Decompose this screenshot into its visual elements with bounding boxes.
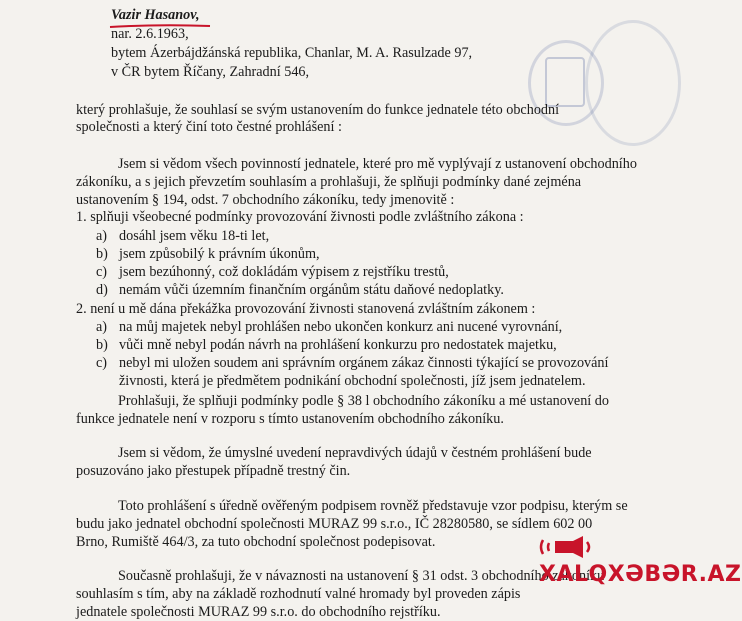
list1-marker-a: a) (96, 228, 108, 244)
list2-marker-a: a) (96, 319, 108, 335)
broadcast-logo-icon (537, 532, 597, 562)
list2-heading: 2. není u mě dána překážka provozování živnosti stanovená zvláštním zákonem : (76, 301, 536, 317)
list2-marker-c: c) (96, 355, 108, 371)
birth-date: nar. 2.6.1963, (111, 26, 189, 42)
awareness-line-2: posuzováno jako přestupek případně trestný čin. (76, 463, 351, 479)
signature-line-2: budu jako jednatel obchodní společnosti MURAZ 99 s.r.o., IČ 28280580, se sídlem 602 00 (76, 516, 593, 532)
list1-marker-b: b) (96, 246, 108, 262)
declaration-intro-line-1: který prohlašuje, že souhlasí se svým ustanovením do funkce jednatele této obchodní (76, 102, 560, 118)
list1-marker-d: d) (96, 282, 108, 298)
list1-item-b: jsem způsobilý k právním úkonům, (119, 246, 320, 262)
site-watermark (537, 532, 742, 600)
list2-item-b: vůči mně nebyl podán návrh na prohlášení konkurzu pro nedostatek majetku, (119, 337, 557, 353)
watermark-text: XALQXƏBƏR.AZ (539, 562, 742, 587)
duties-line-2: zákoníku, a s jejich převzetím souhlasím a prohlašuji, že splňuji podmínky dané zejména (76, 174, 582, 190)
list2-marker-b: b) (96, 337, 108, 353)
list2-item-c: nebyl mi uložen soudem ani správním orgánem zákaz činnosti týkající se provozování (119, 355, 609, 371)
list1-marker-c: c) (96, 264, 108, 280)
signature-line-3: Brno, Rumiště 464/3, za tuto obchodní společnost podepisovat. (76, 534, 436, 550)
list1-item-c: jsem bezúhonný, což dokládám výpisem z rejstříku trestů, (119, 264, 449, 280)
address-line-1: bytem Ázerbájdžánská republika, Chanlar, M. A. Rasulzade 97, (111, 45, 473, 61)
list2-item-c-continued: živnosti, která je předmětem podnikání obchodní společnosti, jíž jsem jednatelem. (119, 373, 586, 389)
consent-line-3: jednatele společnosti MURAZ 99 s.r.o. do obchodního rejstříku. (76, 604, 441, 620)
person-name: Vazir Hasanov, (111, 7, 200, 23)
list1-item-a: dosáhl jsem věku 18-ti let, (119, 228, 270, 244)
compliance-line-1: Prohlašuji, že splňuji podmínky podle § 38 l obchodního zákoníku a mé ustanovení do (118, 393, 609, 409)
awareness-line-1: Jsem si vědom, že úmyslné uvedení nepravdivých údajů v čestném prohlášení bude (118, 445, 592, 461)
list2-item-a: na můj majetek nebyl prohlášen nebo ukončen konkurz ani nucené vyrovnání, (119, 319, 563, 335)
duties-line-3: ustanovením § 194, odst. 7 obchodního zákoníku, tedy jmenovitě : (76, 192, 455, 208)
list1-item-d: nemám vůči územním finančním orgánům státu daňové nedoplatky. (119, 282, 504, 298)
signature-line-1: Toto prohlášení s úředně ověřeným podpisem rovněž představuje vzor podpisu, kterým se (118, 498, 628, 514)
consent-line-2: souhlasím s tím, aby na základě rozhodnutí valné hromady byl proveden zápis (76, 586, 521, 602)
compliance-line-2: funkce jednatele není v rozporu s tímto ustanovením obchodního zákoníku. (76, 411, 504, 427)
duties-line-1: Jsem si vědom všech povinností jednatele, které pro mě vyplývají z ustanovení obchodního (118, 156, 637, 172)
declaration-intro-line-2: společnosti a který činí toto čestné prohlášení : (76, 119, 342, 135)
consent-line-1: Současně prohlašuji, že v návaznosti na ustanovení § 31 odst. 3 obchodního zákoníku (118, 568, 605, 584)
address-line-2: v ČR bytem Říčany, Zahradní 546, (111, 64, 310, 80)
stamp-emblem-icon (545, 57, 585, 107)
list1-heading: 1. splňuji všeobecné podmínky provozování živnosti podle zvláštního zákona : (76, 209, 524, 225)
